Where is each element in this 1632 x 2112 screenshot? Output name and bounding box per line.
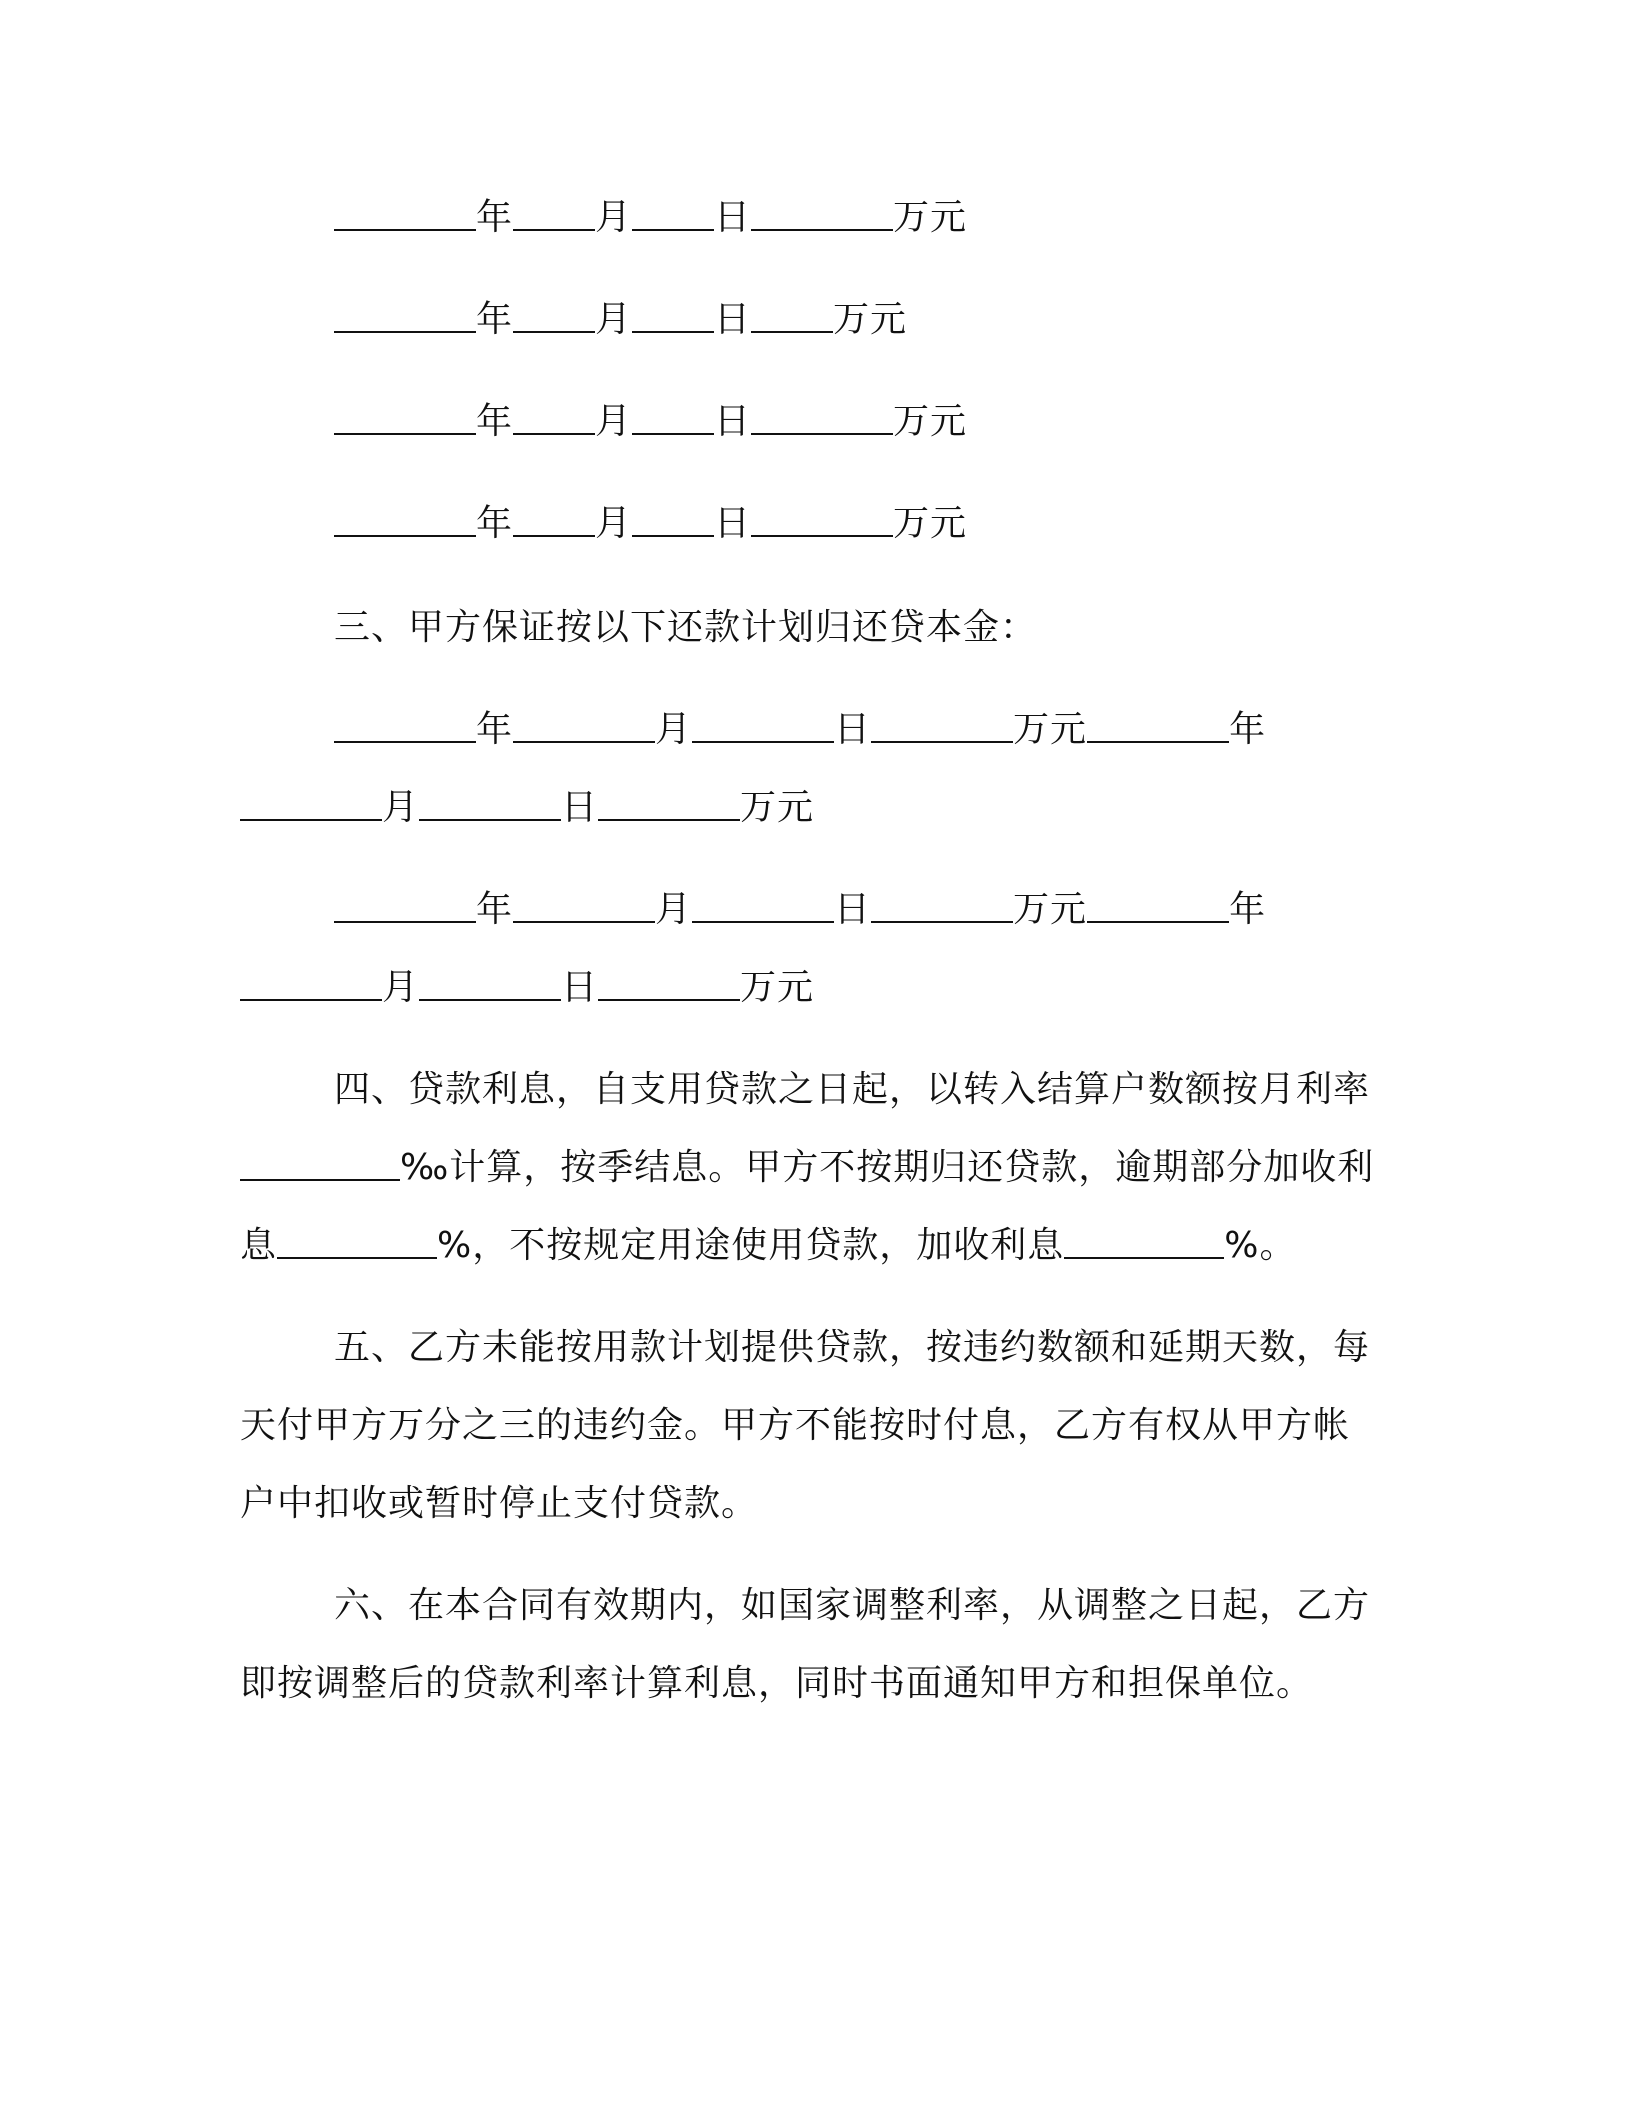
blank-field[interactable] <box>334 301 476 333</box>
unit-wan-yuan: 万元 <box>740 787 815 828</box>
unit-day: 日 <box>561 787 599 828</box>
clause-4-line-3-end: %。 <box>1224 1225 1297 1266</box>
unit-year: 年 <box>476 889 514 930</box>
unit-day: 日 <box>714 503 752 544</box>
unit-month: 月 <box>595 197 633 238</box>
blank-field[interactable] <box>598 969 740 1001</box>
clause-5-line-2: 天付甲方万分之三的违约金。甲方不能按时付息，乙方有权从甲方帐 <box>240 1405 1351 1446</box>
blank-field[interactable] <box>277 1227 437 1259</box>
repayment-line-1b <box>240 784 1400 832</box>
blank-field[interactable] <box>513 891 655 923</box>
blank-field[interactable] <box>334 505 476 537</box>
unit-year: 年 <box>1229 889 1267 930</box>
clause-4-line-1: 四、贷款利息，自支用贷款之日起，以转入结算户数额按月利率 <box>334 1069 1371 1110</box>
blank-field[interactable] <box>1087 891 1229 923</box>
unit-day: 日 <box>561 967 599 1008</box>
blank-field[interactable] <box>1087 711 1229 743</box>
blank-field[interactable] <box>513 403 595 435</box>
blank-field[interactable] <box>240 789 382 821</box>
unit-month: 月 <box>595 299 633 340</box>
blank-field[interactable] <box>751 199 893 231</box>
repayment-line-2a <box>334 886 1400 934</box>
clause-4-line-3-start: 息 <box>240 1225 278 1266</box>
blank-field[interactable] <box>240 969 382 1001</box>
blank-field[interactable] <box>632 403 714 435</box>
blank-field[interactable] <box>751 301 833 333</box>
unit-day: 日 <box>834 709 872 750</box>
schedule-line-1 <box>334 194 1400 242</box>
blank-field[interactable] <box>513 301 595 333</box>
blank-field[interactable] <box>419 969 561 1001</box>
blank-field[interactable] <box>513 199 595 231</box>
unit-year: 年 <box>476 401 514 442</box>
clause-6-line-1: 六、在本合同有效期内，如国家调整利率，从调整之日起，乙方 <box>334 1585 1371 1626</box>
clause-5-line-1: 五、乙方未能按用款计划提供贷款，按违约数额和延期天数，每 <box>334 1327 1371 1368</box>
unit-wan-yuan: 万元 <box>893 197 968 238</box>
unit-day: 日 <box>714 197 752 238</box>
unit-year: 年 <box>476 197 514 238</box>
unit-wan-yuan: 万元 <box>1013 889 1088 930</box>
clause-4-line-2-text: ‰计算，按季结息。甲方不按期归还贷款，逾期部分加收利 <box>400 1147 1375 1188</box>
clause-4-line-3 <box>240 1222 1400 1270</box>
blank-field[interactable] <box>513 711 655 743</box>
blank-field[interactable] <box>751 505 893 537</box>
unit-day: 日 <box>714 401 752 442</box>
blank-field[interactable] <box>692 891 834 923</box>
unit-wan-yuan: 万元 <box>893 401 968 442</box>
repayment-line-1a <box>334 706 1400 754</box>
unit-day: 日 <box>714 299 752 340</box>
blank-field[interactable] <box>632 199 714 231</box>
unit-month: 月 <box>655 889 693 930</box>
unit-wan-yuan: 万元 <box>833 299 908 340</box>
repayment-line-2b <box>240 964 1400 1012</box>
unit-day: 日 <box>834 889 872 930</box>
unit-month: 月 <box>382 967 420 1008</box>
blank-field[interactable] <box>871 711 1013 743</box>
clause-6-line-2: 即按调整后的贷款利率计算利息，同时书面通知甲方和担保单位。 <box>240 1663 1314 1704</box>
clause-4-line-3-mid: %，不按规定用途使用贷款，加收利息 <box>437 1225 1065 1266</box>
unit-year: 年 <box>476 299 514 340</box>
blank-field[interactable] <box>513 505 595 537</box>
unit-wan-yuan: 万元 <box>893 503 968 544</box>
unit-month: 月 <box>382 787 420 828</box>
unit-year: 年 <box>1229 709 1267 750</box>
blank-field[interactable] <box>334 199 476 231</box>
blank-field[interactable] <box>334 891 476 923</box>
unit-month: 月 <box>655 709 693 750</box>
unit-wan-yuan: 万元 <box>740 967 815 1008</box>
clause-4-line-2 <box>240 1144 1400 1192</box>
unit-year: 年 <box>476 503 514 544</box>
blank-field[interactable] <box>632 505 714 537</box>
clause-3-heading: 三、甲方保证按以下还款计划归还贷本金： <box>334 607 1038 648</box>
blank-field[interactable] <box>598 789 740 821</box>
blank-field[interactable] <box>334 403 476 435</box>
schedule-line-4 <box>334 500 1400 548</box>
schedule-line-2 <box>334 296 1400 344</box>
unit-year: 年 <box>476 709 514 750</box>
blank-field[interactable] <box>692 711 834 743</box>
schedule-line-3 <box>334 398 1400 446</box>
blank-field[interactable] <box>419 789 561 821</box>
blank-field[interactable] <box>334 711 476 743</box>
blank-field[interactable] <box>871 891 1013 923</box>
unit-wan-yuan: 万元 <box>1013 709 1088 750</box>
blank-field[interactable] <box>632 301 714 333</box>
clause-5-line-3: 户中扣收或暂时停止支付贷款。 <box>240 1483 759 1524</box>
unit-month: 月 <box>595 503 633 544</box>
unit-month: 月 <box>595 401 633 442</box>
blank-field[interactable] <box>1064 1227 1224 1259</box>
blank-field[interactable] <box>751 403 893 435</box>
blank-field[interactable] <box>240 1149 400 1181</box>
